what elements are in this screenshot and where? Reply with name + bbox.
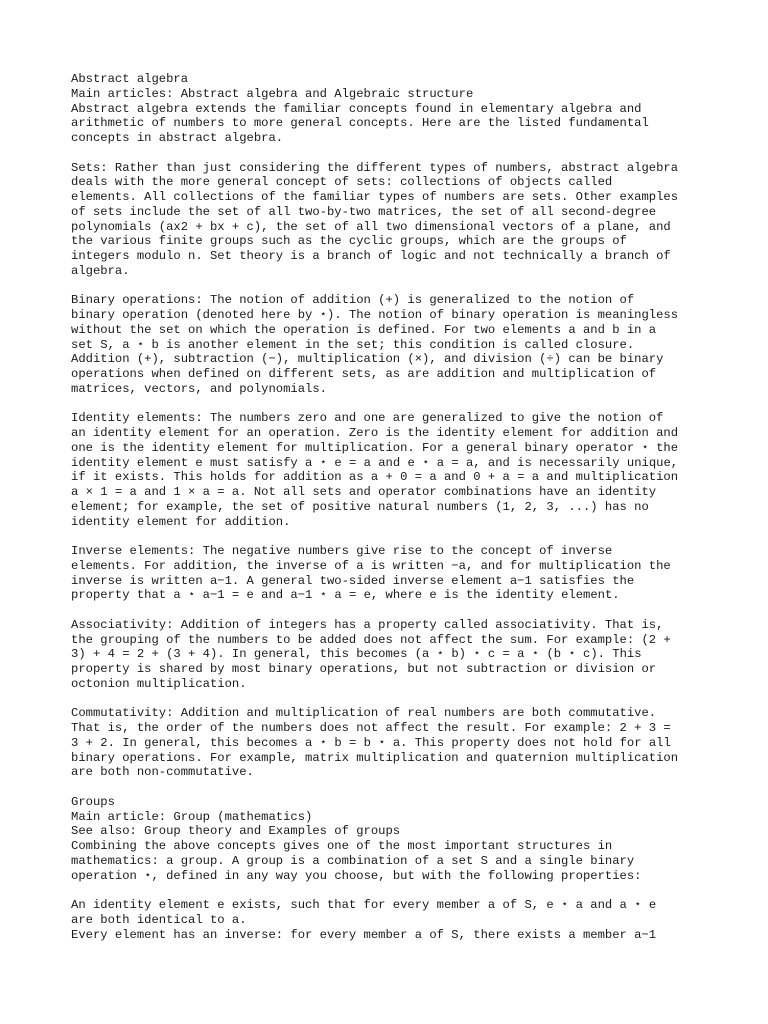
paragraph-gap	[71, 780, 711, 795]
paragraph-commutativity	[71, 706, 711, 780]
text-line: if it exists. This holds for addition as a + 0 = a and 0 + a = a and multiplication	[71, 470, 679, 485]
text-line: a × 1 = a and 1 × a = a. Not all sets and operator combinations have an identity	[71, 485, 657, 499]
text-line: without the set on which the operation is defined. For two elements a and b in a	[71, 322, 657, 337]
section-title: Groups	[71, 794, 115, 809]
text-line: are both identical to a.	[71, 912, 247, 927]
text-line: Every element has an inverse: for every member a of S, there exists a member a−1	[71, 927, 657, 942]
text-line: That is, the order of the numbers does not affect the result. For example: 2 + 3 =	[71, 721, 671, 735]
text-line: elements. For addition, the inverse of a is written −a, and for multiplication the	[71, 558, 671, 573]
text-line: are both non-commutative.	[71, 765, 254, 780]
main-article-link[interactable]: Main article: Group (mathematics)	[71, 809, 313, 824]
text-line: one is the identity element for multiplication. For a general binary operator ⋆ the	[71, 440, 679, 455]
text-line: Abstract algebra extends the familiar concepts found in elementary algebra and	[71, 101, 642, 116]
text-line: of sets include the set of all two-by-two matrices, the set of all second-degree	[71, 204, 657, 219]
text-line: 3) + 4 = 2 + (3 + 4). In general, this becomes (a ⋆ b) ⋆ c = a ⋆ (b ⋆ c). This	[71, 647, 642, 662]
text-line: mathematics: a group. A group is a combination of a set S and a single binary	[71, 853, 635, 868]
text-line: operation ⋆, defined in any way you choose, but with the following properties:	[71, 868, 642, 883]
paragraph-sets	[71, 161, 711, 279]
text-line: inverse is written a−1. A general two-sided inverse element a−1 satisfies the	[71, 573, 635, 588]
section-title: Abstract algebra	[71, 72, 189, 86]
paragraph-binary-operations	[71, 293, 711, 396]
text-line: an identity element for an operation. Zero is the identity element for addition and	[71, 426, 679, 440]
text-line: element; for example, the set of positive natural numbers (1, 2, 3, ...) has no	[71, 499, 649, 514]
text-line: octonion multiplication.	[71, 676, 247, 691]
text-line: Addition (+), subtraction (−), multiplication (×), and division (÷) can be binary	[71, 352, 664, 367]
paragraph-identity-elements	[71, 411, 711, 529]
paragraph-gap	[71, 529, 711, 544]
text-line: Identity elements: The numbers zero and one are generalized to give the notion of	[71, 411, 664, 426]
text-line: 3 + 2. In general, this becomes a ⋆ b = b ⋆ a. This property does not hold for all	[71, 735, 671, 750]
text-line: Binary operations: The notion of addition (+) is generalized to the notion of	[71, 293, 635, 308]
text-line: binary operation (denoted here by ⋆). The notion of binary operation is meaningless	[71, 308, 679, 322]
text-line: property that a ⋆ a−1 = e and a−1 ⋆ a = e, where e is the identity element.	[71, 588, 620, 603]
text-line: Inverse elements: The negative numbers give rise to the concept of inverse	[71, 544, 613, 558]
text-line: An identity element e exists, such that for every member a of S, e ⋆ a and a ⋆ e	[71, 898, 657, 912]
text-line: integers modulo n. Set theory is a branch of logic and not technically a branch of	[71, 249, 671, 263]
section-abstract-algebra	[71, 72, 711, 146]
text-line: elements. All collections of the familiar types of numbers are sets. Other examples	[71, 190, 679, 204]
paragraph-gap	[71, 603, 711, 618]
text-line: arithmetic of numbers to more general concepts. Here are the listed fundamental	[71, 116, 649, 131]
paragraph-gap	[71, 397, 711, 412]
text-line: matrices, vectors, and polynomials.	[71, 381, 327, 396]
text-line: set S, a ⋆ b is another element in the set; this condition is called closure.	[71, 337, 635, 352]
text-line: the various finite groups such as the cyclic groups, which are the groups of	[71, 234, 627, 249]
section-groups	[71, 795, 711, 884]
paragraph-associativity	[71, 618, 711, 692]
paragraph-inverse-elements	[71, 544, 711, 603]
text-line: property is shared by most binary operations, but not subtraction or division or	[71, 662, 657, 676]
paragraph-gap	[71, 692, 711, 707]
text-line: polynomials (ax2 + bx + c), the set of all two dimensional vectors of a plane, and	[71, 219, 671, 234]
text-line: identity element for addition.	[71, 514, 291, 529]
text-line: operations when defined on different sets, as are addition and multiplication of	[71, 367, 657, 381]
paragraph-group-properties	[71, 898, 711, 942]
text-line: algebra.	[71, 263, 130, 278]
text-line: concepts in abstract algebra.	[71, 131, 284, 145]
paragraph-gap	[71, 146, 711, 161]
text-line: deals with the more general concept of sets: collections of objects called	[71, 175, 613, 190]
text-line: Combining the above concepts gives one of the most important structures in	[71, 839, 613, 853]
main-article-link[interactable]: Main articles: Abstract algebra and Algebraic structure	[71, 86, 474, 101]
text-line: Sets: Rather than just considering the different types of numbers, abstract algebra	[71, 160, 679, 175]
text-line: Associativity: Addition of integers has a property called associativity. That is,	[71, 617, 664, 632]
text-line: binary operations. For example, matrix multiplication and quaternion multiplication	[71, 750, 679, 765]
text-line: identity element e must satisfy a ⋆ e = a and e ⋆ a = a, and is necessarily unique,	[71, 455, 679, 470]
paragraph-gap	[71, 279, 711, 294]
paragraph-gap	[71, 883, 711, 898]
text-line: Commutativity: Addition and multiplication of real numbers are both commutative.	[71, 706, 657, 721]
text-line: the grouping of the numbers to be added does not affect the sum. For example: (2 +	[71, 632, 671, 647]
document-page	[71, 72, 711, 942]
see-also-link[interactable]: See also: Group theory and Examples of groups	[71, 824, 401, 839]
